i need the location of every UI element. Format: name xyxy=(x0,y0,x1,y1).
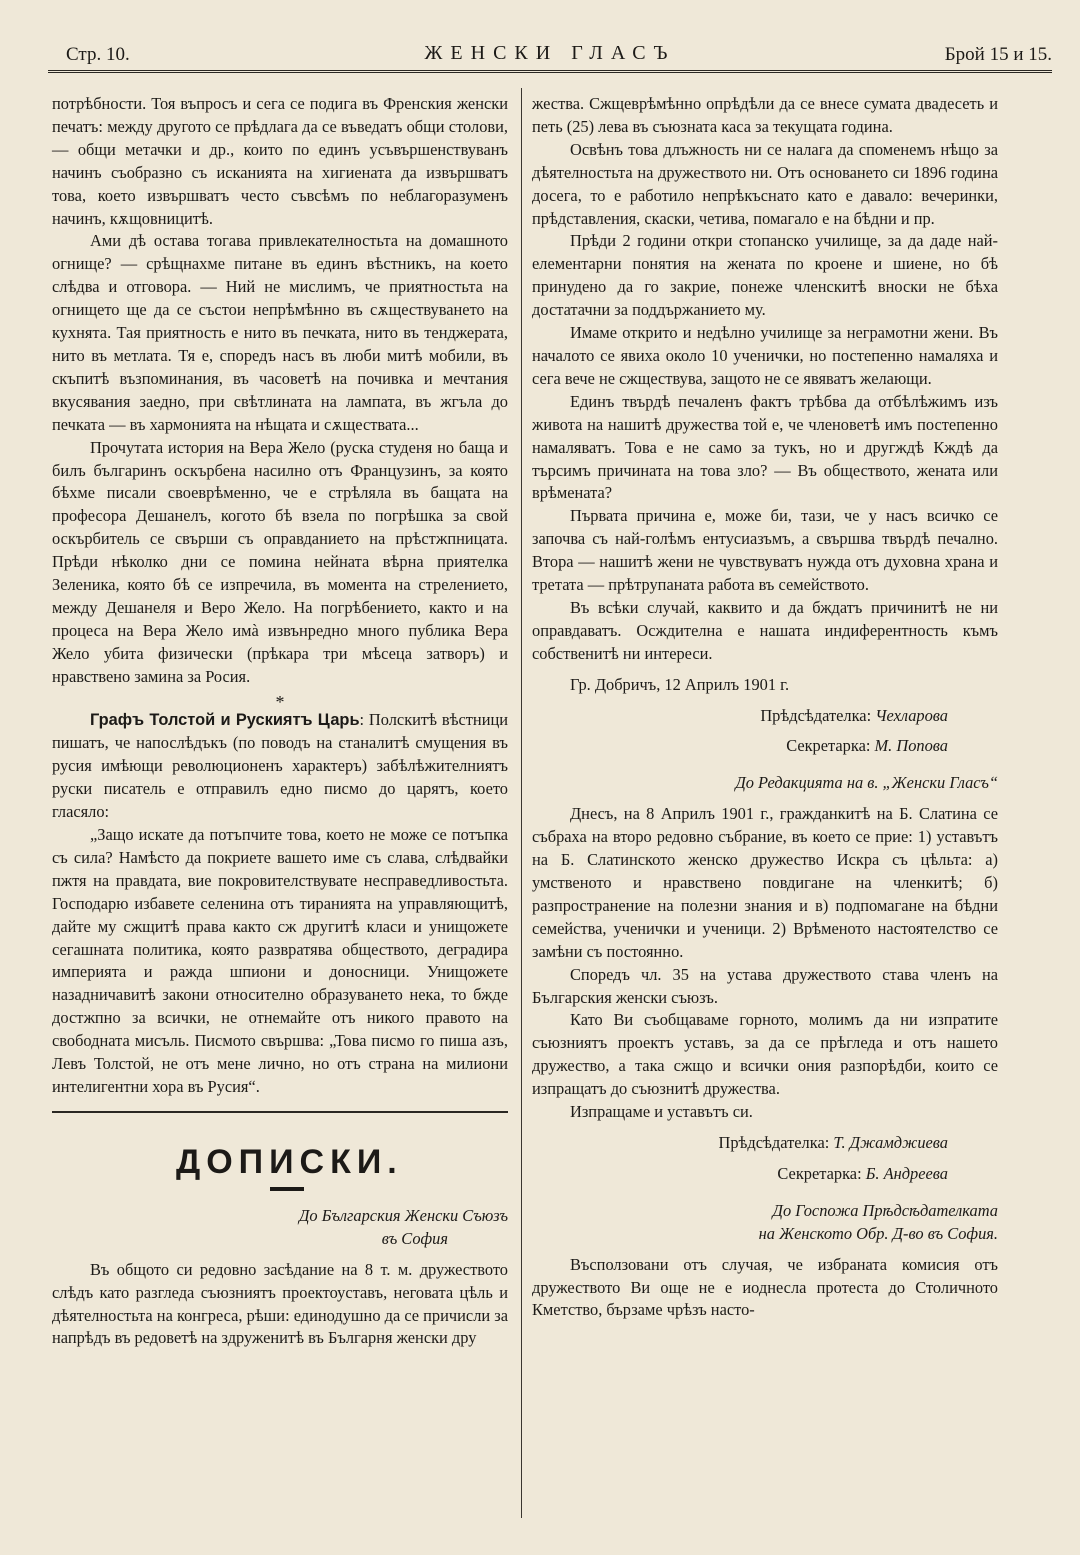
tolstoy-letter: „Защо искате да потъпчите това, което не може се потъпка съ сила? Намѣсто да покриете вашето име съ слава, слѣдвайки пжтя на правдата, вие покровителствувате несправедливостьта. Господарю избавете селенина отъ тиранията на управляющитѣ, дайте му сжщитѣ права както сж другитѣ класи и унищожете сегашната политика, която развратява обществото, деградира империята и ражда шпиони и доносници. Унищожете назадничавитѣ закони относително образуването нека, то бжде достжпно за всички, не отнемайте отъ никого правото на свободната мисъль. Писмото свършва: „Това писмо го пиша азъ, Левъ Толстой, не отъ мене лично, но отъ страна на милиони интелигентни хора въ Русия“. xyxy=(52,825,508,1096)
signature-role: Прѣдсѣдателка: xyxy=(718,1132,830,1152)
paragraph: Въ общото си редовно засѣдание на 8 т. м. дружеството слѣдъ като разгледа съюзниятъ проектоуставъ, неговата цѣль и дѣятелностьта на конгреса, рѣши: единодушно да се причисли за напрѣдъ въ редоветѣ на здруженитѣ въ Българня женски дру xyxy=(52,1259,508,1348)
signature-line xyxy=(532,1132,948,1155)
letter-address: на Женското Обр. Д-во въ София. xyxy=(758,1223,998,1243)
signature-line xyxy=(532,735,948,758)
paragraph: Въсползовани отъ случая, че избраната комисия отъ дружеството Ви още не е иоднесла протеста до Столичното Кметство, бързаме чрѣзъ насто- xyxy=(532,1254,998,1320)
section-star: * xyxy=(275,691,285,712)
paragraph: Първата причина е, може би, тази, че у насъ всичко се започва съ най-голѣмъ ентусиазъмъ, а свършва твърдѣ печално. Втора — нашитѣ жени не чувствуватъ нужда отъ духовна храна и третата — прѣтрупаната работа въ семейството. xyxy=(532,506,998,595)
tolstoy-intro: : Полскитѣ вѣстници пишатъ, че напослѣдъкъ (по поводъ на станалитѣ смущения въ русия имѣющи революционенъ характеръ) забѣлѣжителниятъ руски писатель е отправилъ едно писмо до царятъ, което гласяло: xyxy=(52,710,509,822)
paragraph: Ами дѣ остава тогава привлекателностьта на домашното огнище? — срѣщнахме питане въ единъ вѣстникъ, на което слѣдва и отговора. — Ний не мислимъ, че приятностьта на огнището ще да се състои непрѣмѣнно въ сѫществуването на кухнята. Тая приятность е нито въ печката, нито въ тенджерата, нито въ метлата. Тя е, споредъ насъ въ люби митѣ мобили, въ скъпитѣ възпоминания, въ часоветѣ на почивка и мечтания вкусявания заедно, при свѣтлината на лампата, въ жгъла до печката — въ хармонията на нѣщата и сѫществата... xyxy=(52,231,508,434)
issue-number: Брой 15 и 15. xyxy=(944,44,1052,65)
letter-address: До Българския Женски Съюзъ xyxy=(298,1205,508,1225)
column-divider xyxy=(521,88,522,1518)
signature-role: Прѣдсѣдателка: xyxy=(760,705,872,725)
paragraph: Имаме открито и недѣлно училище за неграмотни жени. Въ началото се явиха около 10 ученички, но постепенно намаляха и сега вече не сжществува, защото не се явяватъ желающи. xyxy=(532,323,998,388)
left-column xyxy=(52,93,508,1350)
paragraph: Като Ви съобщаваме горното, молимъ да ни изпратите съюзниятъ проектъ уставъ, за да се прѣгледа и отъ нашето дружество, а така сжщо и всички ония разпорѣдби, които се изпращатъ до съюзнитѣ дружества. xyxy=(532,1010,998,1099)
page-number: Стр. 10. xyxy=(66,44,130,65)
signature-role: Секретарка: xyxy=(786,736,871,756)
paragraph: Освѣнъ това длъжность ни се налага да споменемъ нѣщо за дѣятелностьта на дружеството ни. Отъ основането си 1896 година досега, то е работило непрѣкъснато като е давало: вечеринки, прѣдставления, скаски, четива, помагало е на бѣдни и пр. xyxy=(532,139,998,228)
signature-role: Секретарка: xyxy=(777,1163,862,1183)
signature-name: М. Попова xyxy=(874,736,948,756)
header-rule xyxy=(48,70,1052,73)
signature-name: Т. Джамджиева xyxy=(833,1132,948,1152)
section-title: ДОПИСКИ. xyxy=(176,1142,403,1181)
paragraph: Прѣди 2 години откри стопанско училище, за да даде най-елементарни понятия на жената по кроене и шиене, но бѣ принудено да го закрие, понеже членскитѣ вноски не бѣха достатачни за поддържанието му. xyxy=(532,231,998,320)
right-column xyxy=(532,93,998,1322)
paragraph: Изпращаме и уставътъ си. xyxy=(570,1102,753,1122)
page-header xyxy=(48,42,1052,68)
letter-date: Гр. Добричъ, 12 Априлъ 1901 г. xyxy=(570,674,790,694)
newspaper-title: ЖЕНСКИ ГЛАСЪ xyxy=(424,42,676,64)
paragraph: Споредъ чл. 35 на устава дружеството става членъ на Българския женски съюзъ. xyxy=(532,964,998,1007)
letter-address: До Госпожа Прѣдсѣдателката xyxy=(772,1200,998,1220)
signature-line xyxy=(532,1163,948,1186)
paragraph: жества. Сжщеврѣмѣнно опрѣдѣли да се внесе сумата двадесеть и петь (25) лева въ съюзната каса за текущата година. xyxy=(532,94,998,136)
title-dash xyxy=(270,1187,304,1191)
section-rule xyxy=(52,1111,508,1113)
paragraph: Прочутата история на Вера Жело (руска студеня но баща и билъ българинъ оскърбена насилно отъ Французинъ, за която бѣхме писали своеврѣменно, че е стрѣляла въ бащата на професора Дешанелъ, когото бѣ взела по погрѣшка за свой оскърбитель се свърши съ оправданието на прѣстжпницата. Прѣди нѣколко дни се помина нейната вѣрна приятелка Зеленика, която бѣ се изпречила, въ момента на стрелението, между Дешанеля и Веро Жело. На погрѣбението, както и на процеса на Вера Жело имà извънредно много публика Вера Жело убита физически (прѣкара три мѣсеца затворъ) и нравствено замина за Росия. xyxy=(52,437,508,686)
paragraph: Въ всѣки случай, каквито и да бждатъ причинитѣ не ни оправдаватъ. Осждителна е нашата индиферентность къмъ собственитѣ ни интереси. xyxy=(532,597,998,663)
tolstoy-paragraph xyxy=(52,709,508,824)
paragraph: потрѣбности. Тоя въпросъ и сега се подига въ Френския женски печатъ: между другото се прѣдлага да се въведатъ общи столови, — общи метачки и др., които по единъ усъвършенствуванъ начинъ съобразно съ исканията на хигиената да извършватъ това, което извършватъ често съвсѣмъ по неблагоразуменъ начинъ, кѫщовницитѣ. xyxy=(52,94,508,228)
tolstoy-title: Графъ Толстой и Рускиятъ Царь xyxy=(90,711,360,730)
signature-name: Б. Андреева xyxy=(865,1163,948,1183)
letter-address: До Редакцията на в. „Женски Гласъ“ xyxy=(735,773,998,793)
paragraph: Единъ твърдѣ печаленъ фактъ трѣбва да отбѣлѣжимъ изъ живота на нашитѣ дружества той е, че членоветѣ имъ постепенно намаляватъ. Това е не само за тукъ, но и другждѣ Кждѣ да търсимъ причината на това зло? — Въ обществото, жената или врѣмената? xyxy=(532,391,998,503)
signature-line xyxy=(532,705,948,728)
signature-name: Чехларова xyxy=(875,705,948,725)
paragraph: Днесъ, на 8 Априлъ 1901 г., гражданкитѣ на Б. Слатина се събраха на второ редовно събрание, въ което се прие: 1) уставътъ на Б. Слатинското женско дружество Искра съ цѣльта: а) умственото и нравствено повдигане на членкитѣ; б) разпространение на полезни знания и в) подпомагане на бѣдни семейства, ученички и ученици. 2) Врѣменото настоятелство се замѣни съ постоянно. xyxy=(532,804,998,961)
letter-address: въ София xyxy=(381,1228,448,1248)
